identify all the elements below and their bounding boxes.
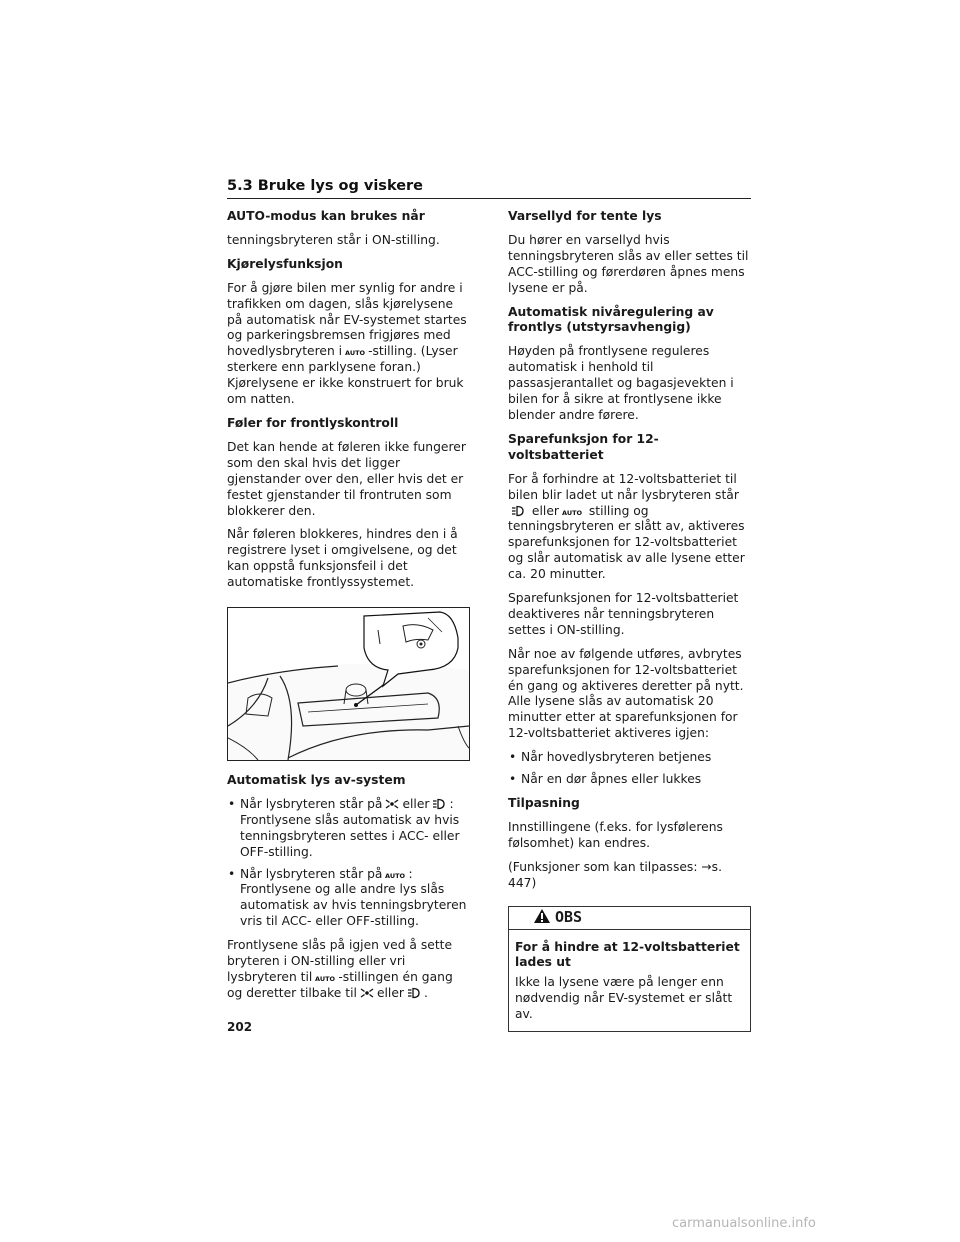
tail-lamp-icon [385,798,399,810]
text: For å forhindre at 12-voltsbatteriet til bilen blir ladet ut når lysbryteren står [508,471,739,502]
text: . [423,985,428,1000]
text: -stillingen én gang og deretter tilbake til [227,970,453,1000]
headlamp-icon [511,505,525,517]
text: Når lysbryteren står på [240,866,383,881]
list-item [227,867,470,931]
watermark: carmanualsonline.info [672,1216,816,1231]
paragraph [227,938,470,1002]
paragraph [227,281,470,408]
section-divider [227,198,751,199]
auto-icon [562,507,582,517]
paragraph: Når føleren blokkeres, hindres den i å registrere lyset i omgivelsene, og det kan oppstå funksjonsfeil i det automatiske frontlyssystemet. [227,527,458,590]
text: Når lysbryteren står på [240,796,383,811]
paragraph: (Funksjoner som kan tilpasses: →s. 447) [508,859,722,890]
svg-text:AUTO: AUTO [561,508,582,517]
heading-customization: Tilpasning [508,796,580,810]
paragraph [508,472,751,583]
heading-light-reminder: Varsellyd for tente lys [508,209,662,223]
notice-box [508,906,751,1033]
notice-body [509,930,750,1024]
list-item: • Når en dør åpnes eller lukkes [508,772,751,788]
headlamp-icon [407,987,421,999]
heading-auto-off: Automatisk lys av-system [227,773,406,788]
text: : Frontlysene slås automatisk av hvis tenningsbryteren settes i ACC- eller OFF-stilling. [240,796,460,859]
heading-auto-leveling: Automatisk nivåregulering av frontlys (utstyrsavhengig) [508,304,714,335]
paragraph: Når noe av følgende utføres, avbrytes sparefunksjonen for 12-voltsbatteriet én gang og aktiveres deretter på nytt. Alle lysene slås av automatisk 20 minutter etter at sparefunksjonen for 12-voltsbatteriet aktiveres igjen: [508,646,744,741]
text: stilling og tenningsbryteren er slått av, aktiveres sparefunksjonen for 12-voltsbatteriet og slår automatisk av alle lysene etter ca. 20 minutter. [508,503,745,582]
windshield-sensor-illustration [227,607,470,761]
text: -stilling. (Lyser sterkere enn parklysene foran.) Kjørelysene er ikke konstruert for bruk om natten. [227,344,464,407]
paragraph: Høyden på frontlysene reguleres automatisk i henhold til passasjerantallet og bagasjevekten i bilen for å sikre at frontlysene ikke blender andre førere. [508,344,734,422]
notice-text: Ikke la lysene være på lenger enn nødvendig når EV-systemet er slått av. [515,975,733,1022]
heading-daytime-lights: Kjørelysfunksjon [227,256,343,271]
right-column [508,209,751,1032]
svg-text:AUTO: AUTO [385,871,406,880]
notice-label: OBS [555,907,583,926]
text: : Frontlysene og alle andre lys slås automatisk av hvis tenningsbryteren vris til ACC- eller OFF-stilling. [240,866,467,929]
paragraph: Du hører en varsellyd hvis tenningsbryteren slås av eller settes til ACC-stilling og førerdøren åpnes mens lysene er på. [508,232,749,295]
auto-icon [315,973,335,983]
paragraph: Det kan hende at føleren ikke fungerer som den skal hvis det ligger gjenstander over den, eller hvis det er festet gjenstander til frontruten som blokkerer den. [227,439,466,518]
heading-battery-saver: Sparefunksjon for 12-voltsbatteriet [508,431,659,462]
text: Frontlysene slås på igjen ved å sette bryteren i ON-stilling eller vri lysbryteren til [227,938,453,984]
heading-light-sensor: Føler for frontlyskontroll [227,415,399,430]
headlamp-icon [432,798,446,810]
left-column [227,209,470,1010]
auto-icon [345,347,365,357]
notice-header [509,907,750,930]
bullet-list [508,750,751,788]
text: eller [402,796,430,811]
heading-auto-mode: AUTO-modus kan brukes når [227,209,425,223]
svg-text:AUTO: AUTO [315,975,336,983]
list-item [227,797,470,861]
warning-triangle-icon [533,908,551,928]
paragraph: Sparefunksjonen for 12-voltsbatteriet deaktiveres når tenningsbryteren settes i ON-stilling. [508,591,739,637]
list-item: • Når hovedlysbryteren betjenes [508,750,751,766]
notice-title: For å hindre at 12-voltsbatteriet lades ut [515,939,740,970]
paragraph: Innstillingene (f.eks. for lysfølerens følsomhet) kan endres. [508,819,723,850]
text: eller [531,503,559,518]
auto-icon [385,870,405,880]
text: For å gjøre bilen mer synlig for andre i trafikken om dagen, slås kjørelysene på automatisk når EV-systemet startes og parkeringsbremsen frigjøres med hovedlysbryteren i [227,280,467,359]
paragraph: tenningsbryteren står i ON-stilling. [227,232,440,247]
page-number: 202 [227,1020,253,1034]
bullet-list [227,797,470,930]
svg-text:AUTO: AUTO [345,349,366,358]
tail-lamp-icon [360,987,374,999]
text: eller [376,985,404,1000]
section-title: 5.3 Bruke lys og viskere [227,178,424,194]
